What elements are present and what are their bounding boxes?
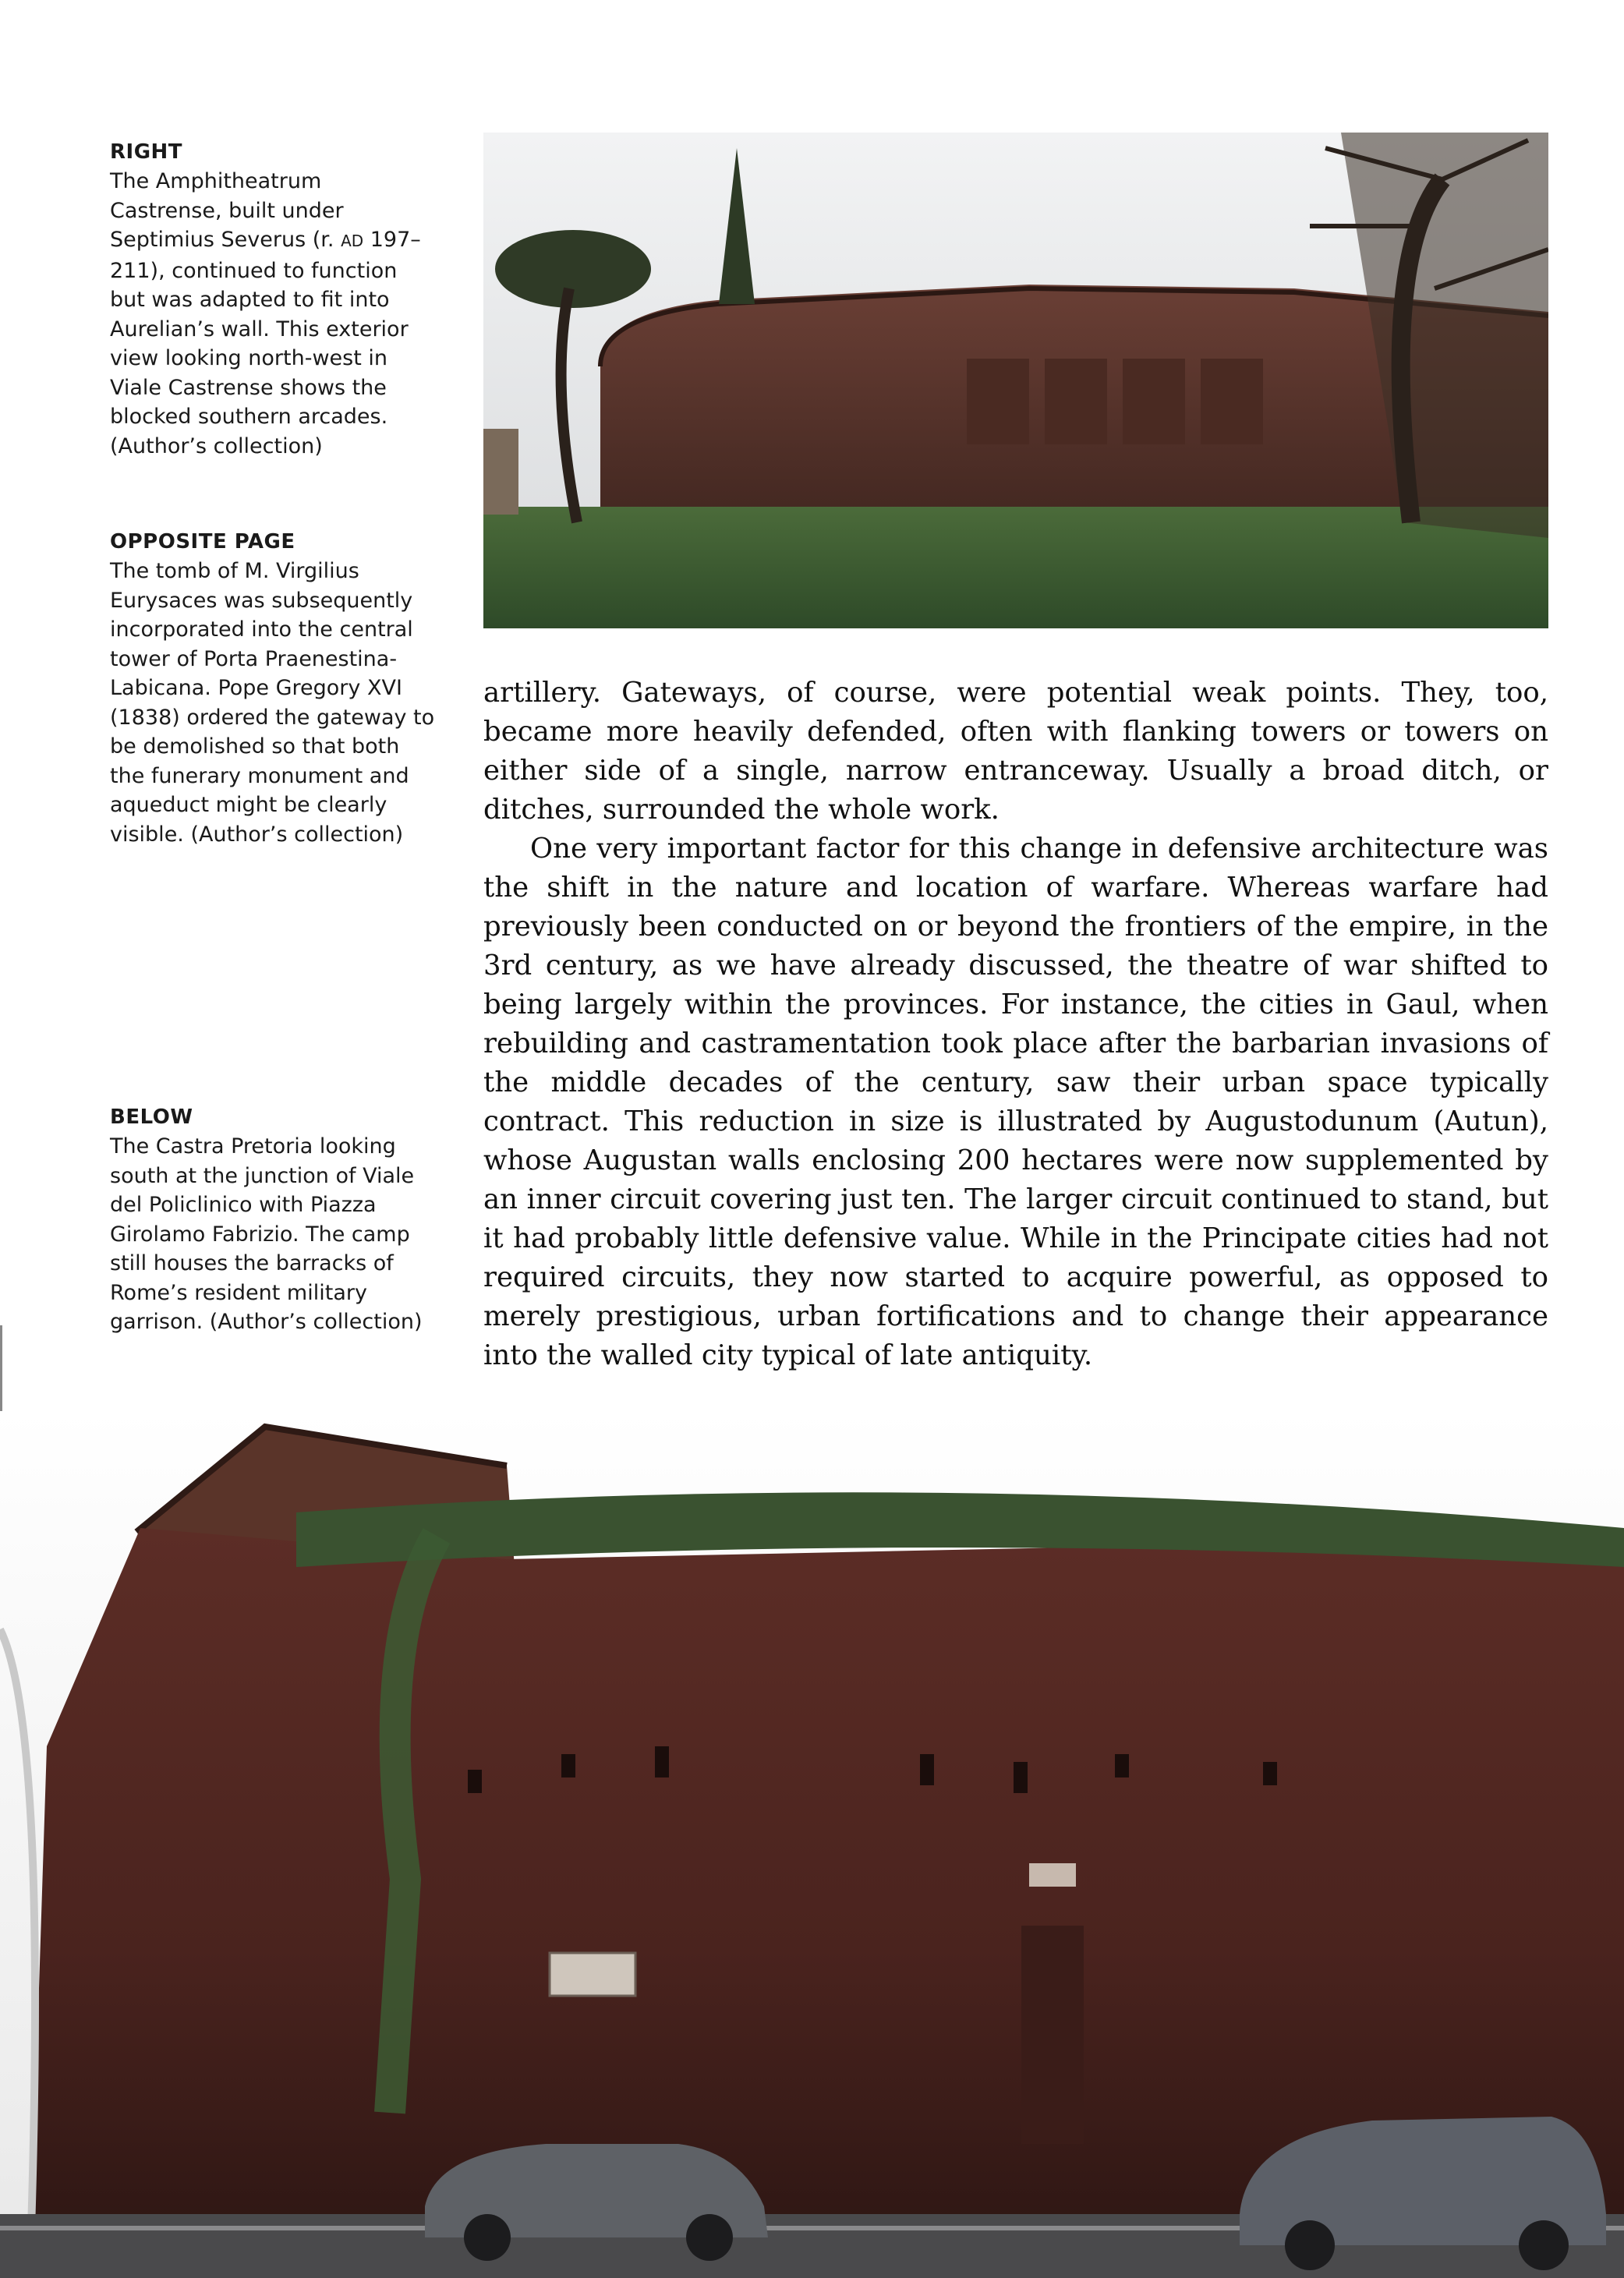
caption-right-ad: AD xyxy=(341,232,364,250)
caption-opposite-text: The tomb of M. Virgilius Eurysaces was subsequently incorporated into the central tower of Porta Praenestina-Labicana. Pope Gregory XVI (1838) ordered the gateway to be demolished so that both the funerary monument and aqueduct might be clearly visible. (Author’s collection) xyxy=(110,559,435,847)
amphitheatrum-photo-drawing xyxy=(483,133,1548,628)
caption-below xyxy=(110,1105,437,1337)
caption-right-heading: RIGHT xyxy=(110,140,183,164)
body-paragraph-1: artillery. Gateways, of course, were potential weak points. They, too, became more heavily defended, often with flanking towers or towers on either side of a single, narrow entranceway. Usually a broad ditch, or ditches, surrounded the whole work. xyxy=(483,677,1548,826)
body-paragraph-2: One very important factor for this change in defensive architecture was the shift in the nature and location of warfare. Whereas warfare had previously been conducted on or beyond the frontiers of the empire, in the 3rd century, as we have already discussed, the theatre of war shifted to being largely within the provinces. For instance, the cities in Gaul, when rebuilding and castramentation took place after the barbarian invasions of the middle decades of the century, saw their urban space typically contract. This reduction in size is illustrated by Augustodunum (Autun), whose Augustan walls enclosing 200 hectares were now supplemented by an inner circuit covering just ten. The larger circuit continued to stand, but it had probably little defensive value. While in the Principate cities had not required circuits, they now started to acquire powerful, as opposed to merely prestigious, urban fortifications and to change their appearance into the walled city typical of late antiquity. xyxy=(483,833,1548,1371)
amphitheatrum-castrense-photo xyxy=(483,133,1548,628)
caption-right-text-a: The Amphitheatrum Castrense, built under Septimius Severus (r. xyxy=(110,169,344,252)
caption-right xyxy=(110,140,437,461)
caption-below-heading: BELOW xyxy=(110,1105,193,1129)
castra-pretoria-photo xyxy=(0,1411,1624,2278)
caption-below-text: The Castra Pretoria looking south at the junction of Viale del Policlinico with Piazza Girolamo Fabrizio. The camp still houses the barracks of Rome’s resident military garrison. (Author’s collection) xyxy=(110,1134,423,1334)
body-text xyxy=(483,674,1548,1375)
castra-pretoria-photo-drawing xyxy=(0,1411,1624,2278)
caption-opposite-heading: OPPOSITE PAGE xyxy=(110,530,295,554)
caption-right-text xyxy=(110,167,437,461)
caption-right-text-b: 197–211), continued to function but was adapted to fit into Aurelian’s wall. This exterior view looking north-west in Viale Castrense shows the blocked southern arcades. (Author’s collection) xyxy=(110,228,421,458)
caption-opposite xyxy=(110,530,437,849)
